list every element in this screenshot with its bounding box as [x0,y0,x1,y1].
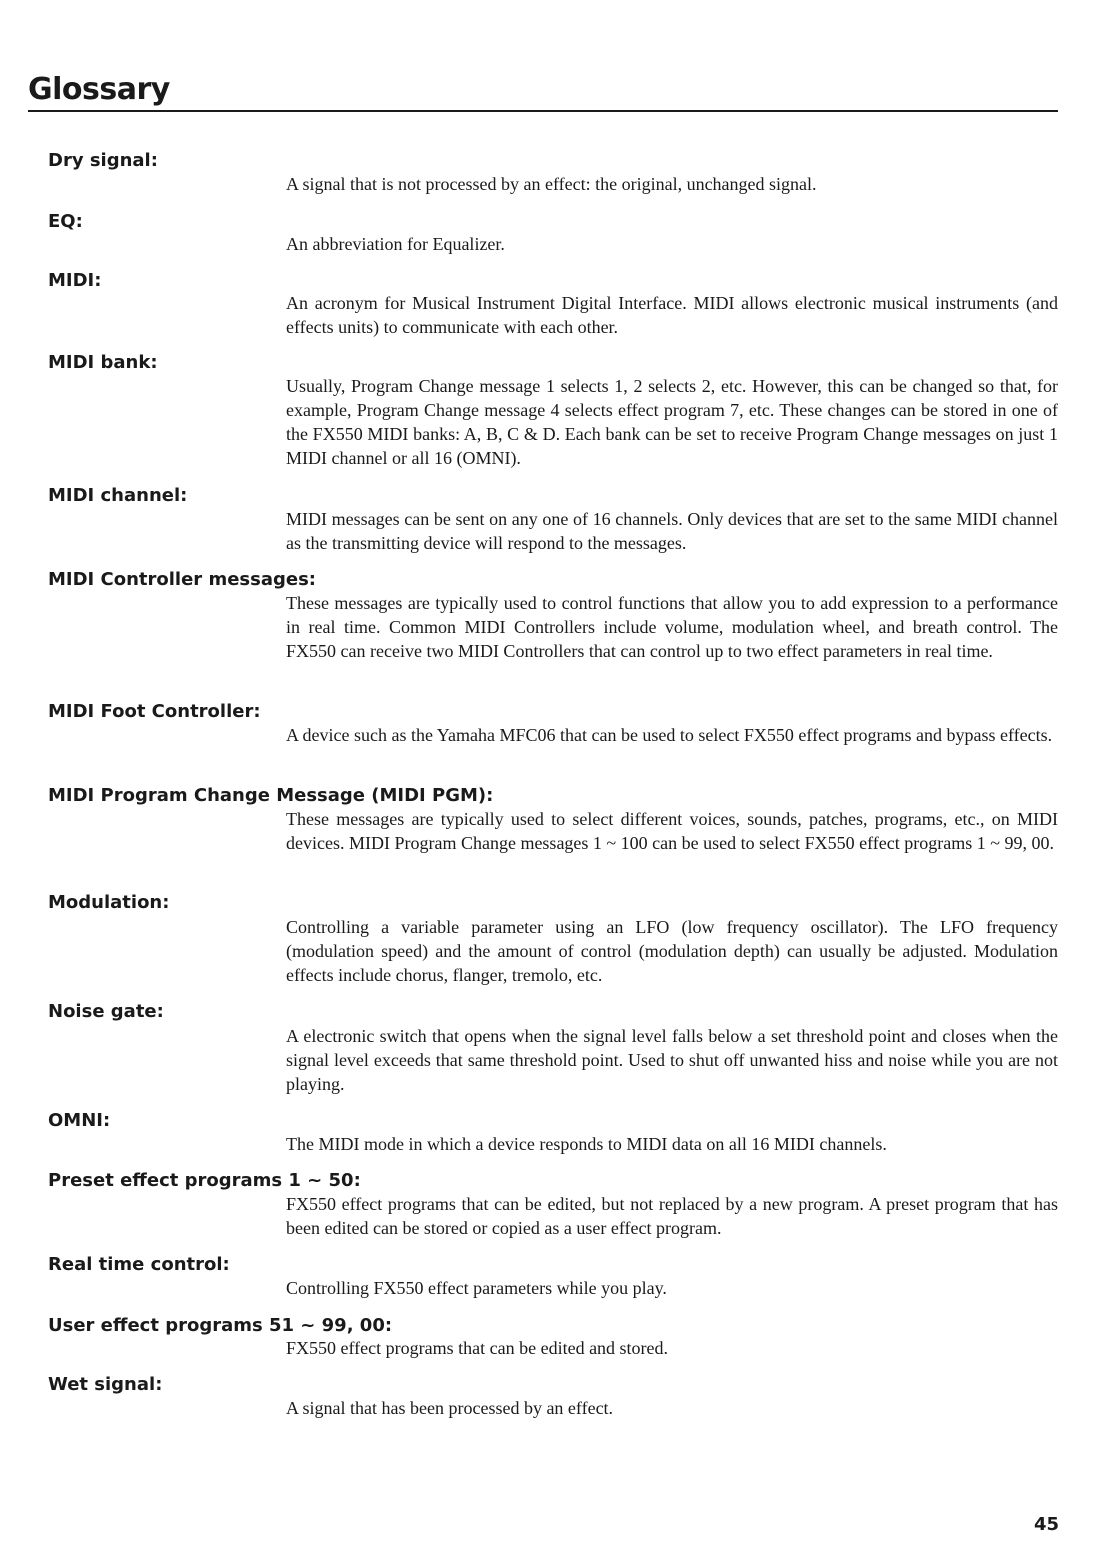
glossary-definition: A device such as the Yamaha MFC06 that can be used to select FX550 effect programs and bypass effects. [286,725,1053,745]
glossary-definition: Controlling a variable parameter using an LFO (low frequency oscillator). The LFO frequency (modulation speed) and the amount of control (modulation depth) can usually be adjusted. Modulation effects include chorus, flanger, tremolo, etc. [286,917,1058,985]
glossary-definition: These messages are typically used to select different voices, sounds, patches, programs, etc., on MIDI devices. MIDI Program Change messages 1 ~ 100 can be used to select FX550 effect programs 1 ~ 99, 00. [286,809,1058,853]
glossary-definition: An acronym for Musical Instrument Digital Interface. MIDI allows electronic musical instruments (and effects units) to communicate with each other. [286,293,1058,337]
glossary-definition: FX550 effect programs that can be edited and stored. [286,1338,669,1358]
glossary-definition: An abbreviation for Equalizer. [286,234,505,254]
glossary-term: EQ: [48,211,83,232]
glossary-definition: MIDI messages can be sent on any one of 16 channels. Only devices that are set to the same MIDI channel as the transmitting device will respond to the messages. [286,509,1058,553]
glossary-term: MIDI Foot Controller: [48,701,261,722]
glossary-term: MIDI bank: [48,352,158,373]
title-rule [28,110,1058,112]
glossary-term: Noise gate: [48,1001,164,1022]
glossary-term: MIDI: [48,270,102,291]
glossary-definition: The MIDI mode in which a device responds to MIDI data on all 16 MIDI channels. [286,1134,887,1154]
glossary-definition: A electronic switch that opens when the signal level falls below a set threshold point and closes when the signal level exceeds that same threshold point. Used to shut off unwanted hiss and noise while you are not playing. [286,1026,1058,1094]
page-number: 45 [1034,1514,1060,1535]
glossary-term: MIDI Program Change Message (MIDI PGM): [48,785,494,806]
glossary-term: Preset effect programs 1 ~ 50: [48,1170,361,1191]
glossary-definition: Usually, Program Change message 1 selects 1, 2 selects 2, etc. However, this can be changed so that, for example, Program Change message 4 selects effect program 7, etc. These changes can be stored in one of the FX550 MIDI banks: A, B, C & D. Each bank can be set to receive Program Change messages on just 1 MIDI channel or all 16 (OMNI). [286,376,1058,468]
glossary-term: Wet signal: [48,1374,163,1395]
glossary-definition: These messages are typically used to control functions that allow you to add expression to a performance in real time. Common MIDI Controllers include volume, modulation wheel, and breath control. The FX550 can receive two MIDI Controllers that can control up to two effect parameters in real time. [286,593,1058,661]
glossary-term: User effect programs 51 ~ 99, 00: [48,1315,393,1336]
glossary-term: Dry signal: [48,150,158,171]
glossary-term: Real time control: [48,1254,230,1275]
glossary-term: Modulation: [48,892,170,913]
glossary-term: OMNI: [48,1110,111,1131]
glossary-term: MIDI Controller messages: [48,569,316,590]
page-title: Glossary [28,72,170,107]
glossary-definition: FX550 effect programs that can be edited, but not replaced by a new program. A preset program that has been edited can be stored or copied as a user effect program. [286,1194,1058,1238]
glossary-definition: Controlling FX550 effect parameters while you play. [286,1278,667,1298]
glossary-definition: A signal that has been processed by an effect. [286,1398,614,1418]
glossary-definition: A signal that is not processed by an effect: the original, unchanged signal. [286,174,817,194]
glossary-term: MIDI channel: [48,485,188,506]
